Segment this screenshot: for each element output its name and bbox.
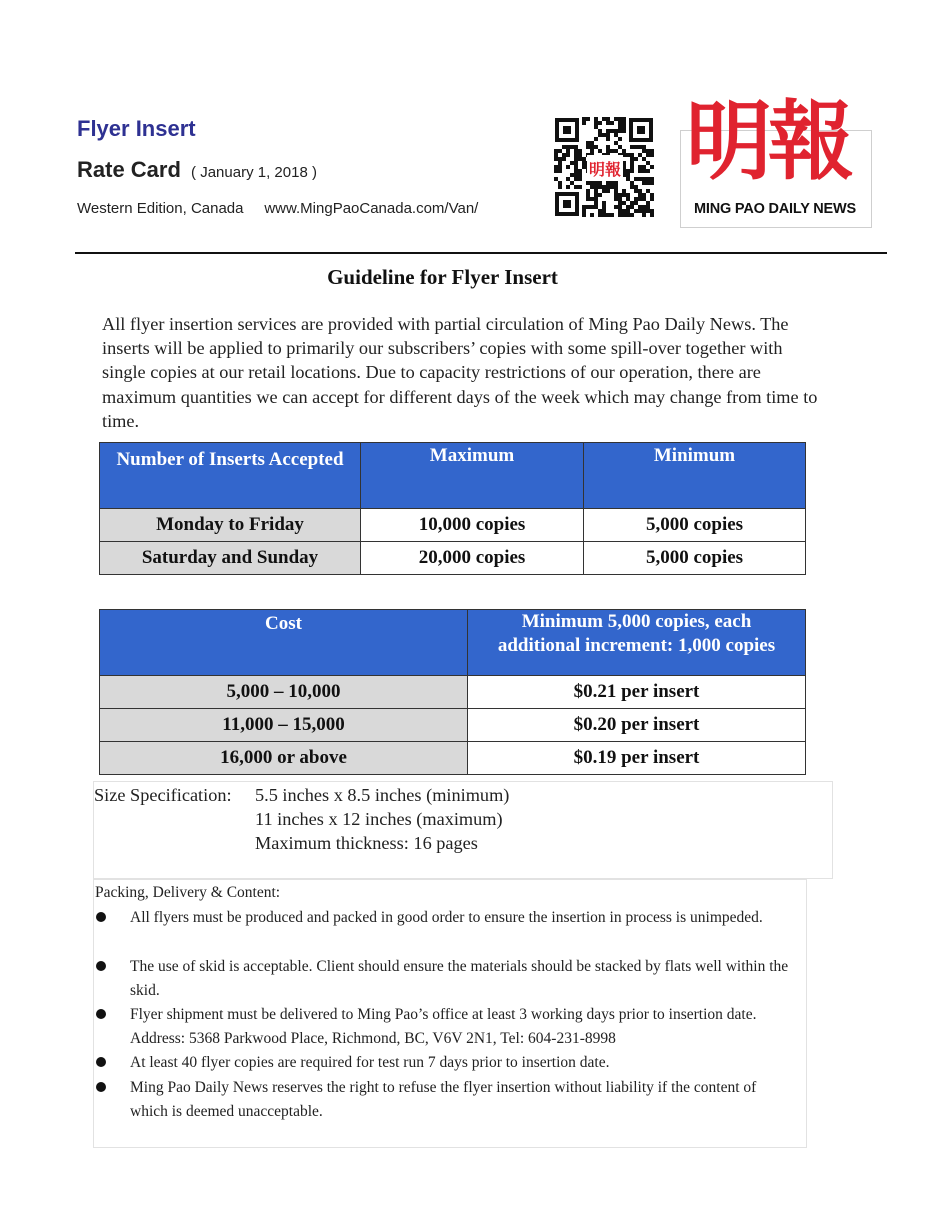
cost-header-increment: Minimum 5,000 copies, each additional increment: 1,000 copies bbox=[468, 610, 806, 676]
packing-item: At least 40 flyer copies are required for test run 7 days prior to insertion date. bbox=[130, 1054, 610, 1071]
qty-header-maximum: Maximum bbox=[361, 443, 584, 509]
packing-item: All flyers must be produced and packed in good order to ensure the insertion in process is unimpeded. bbox=[130, 909, 763, 926]
website-url: www.MingPaoCanada.com/Van/ bbox=[264, 200, 479, 217]
cost-row-range: 5,000 – 10,000 bbox=[100, 676, 468, 709]
packing-item: Ming Pao Daily News reserves the right to refuse the flyer insertion without liability if the content of which is deemed unacceptable. bbox=[130, 1079, 757, 1120]
qty-row-label: Saturday and Sunday bbox=[100, 542, 361, 575]
bullet-icon bbox=[96, 1009, 106, 1019]
intro-paragraph: All flyer insertion services are provided with partial circulation of Ming Pao Daily News. The inserts will be applied to primarily our subscribers’ copies with some spill-over together with single copies at our retail locations. Due to capacity restrictions of our operation, there are maximum quantities we can accept for different days of the week which may change from time to time. bbox=[102, 314, 818, 431]
packing-title: Packing, Delivery & Content: bbox=[95, 884, 281, 901]
document-title: Flyer Insert bbox=[77, 116, 196, 141]
size-spec-minimum: 5.5 inches x 8.5 inches (minimum) bbox=[255, 785, 510, 805]
cost-row-range: 11,000 – 15,000 bbox=[100, 709, 468, 742]
guideline-heading: Guideline for Flyer Insert bbox=[327, 265, 558, 289]
ming-pao-logo-chinese: 明報 bbox=[686, 91, 850, 192]
cost-header-label: Cost bbox=[100, 610, 468, 676]
qr-code-icon bbox=[554, 117, 654, 217]
size-spec-maximum: 11 inches x 12 inches (maximum) bbox=[255, 809, 503, 829]
bullet-icon bbox=[96, 912, 106, 922]
bullet-icon bbox=[96, 1082, 106, 1092]
qty-row-maximum: 20,000 copies bbox=[361, 542, 584, 575]
header-divider bbox=[75, 252, 887, 254]
cost-row-price: $0.20 per insert bbox=[468, 709, 806, 742]
qr-logo-label: 明報 bbox=[588, 160, 622, 179]
cost-table bbox=[99, 609, 806, 775]
qty-row-minimum: 5,000 copies bbox=[584, 509, 806, 542]
qty-header-minimum: Minimum bbox=[584, 443, 806, 509]
cost-row-price: $0.19 per insert bbox=[468, 742, 806, 775]
rate-card-heading bbox=[77, 157, 317, 183]
qty-row-minimum: 5,000 copies bbox=[584, 542, 806, 575]
qty-row-maximum: 10,000 copies bbox=[361, 509, 584, 542]
rate-card-date: ( January 1, 2018 ) bbox=[191, 164, 317, 181]
rate-card-label: Rate Card bbox=[77, 157, 181, 182]
bullet-icon bbox=[96, 1057, 106, 1067]
cost-row-range: 16,000 or above bbox=[100, 742, 468, 775]
bullet-icon bbox=[96, 961, 106, 971]
packing-item: Flyer shipment must be delivered to Ming Pao’s office at least 3 working days prior to insertion date. Address: 5368 Parkwood Place, Richmond, BC, V6V 2N1, Tel: 604-231-8998 bbox=[130, 1006, 757, 1047]
packing-item: The use of skid is acceptable. Client should ensure the materials should be stacked by flats well within the skid. bbox=[130, 958, 789, 999]
qty-row-label: Monday to Friday bbox=[100, 509, 361, 542]
edition-line bbox=[77, 200, 478, 217]
size-spec-label: Size Specification: bbox=[94, 785, 232, 805]
qty-header-inserts: Number of Inserts Accepted bbox=[100, 443, 361, 509]
cost-row-price: $0.21 per insert bbox=[468, 676, 806, 709]
quantity-table bbox=[99, 442, 806, 575]
size-spec-thickness: Maximum thickness: 16 pages bbox=[255, 833, 478, 853]
ming-pao-logo-english: MING PAO DAILY NEWS bbox=[694, 201, 856, 217]
edition-label: Western Edition, Canada bbox=[77, 200, 244, 217]
